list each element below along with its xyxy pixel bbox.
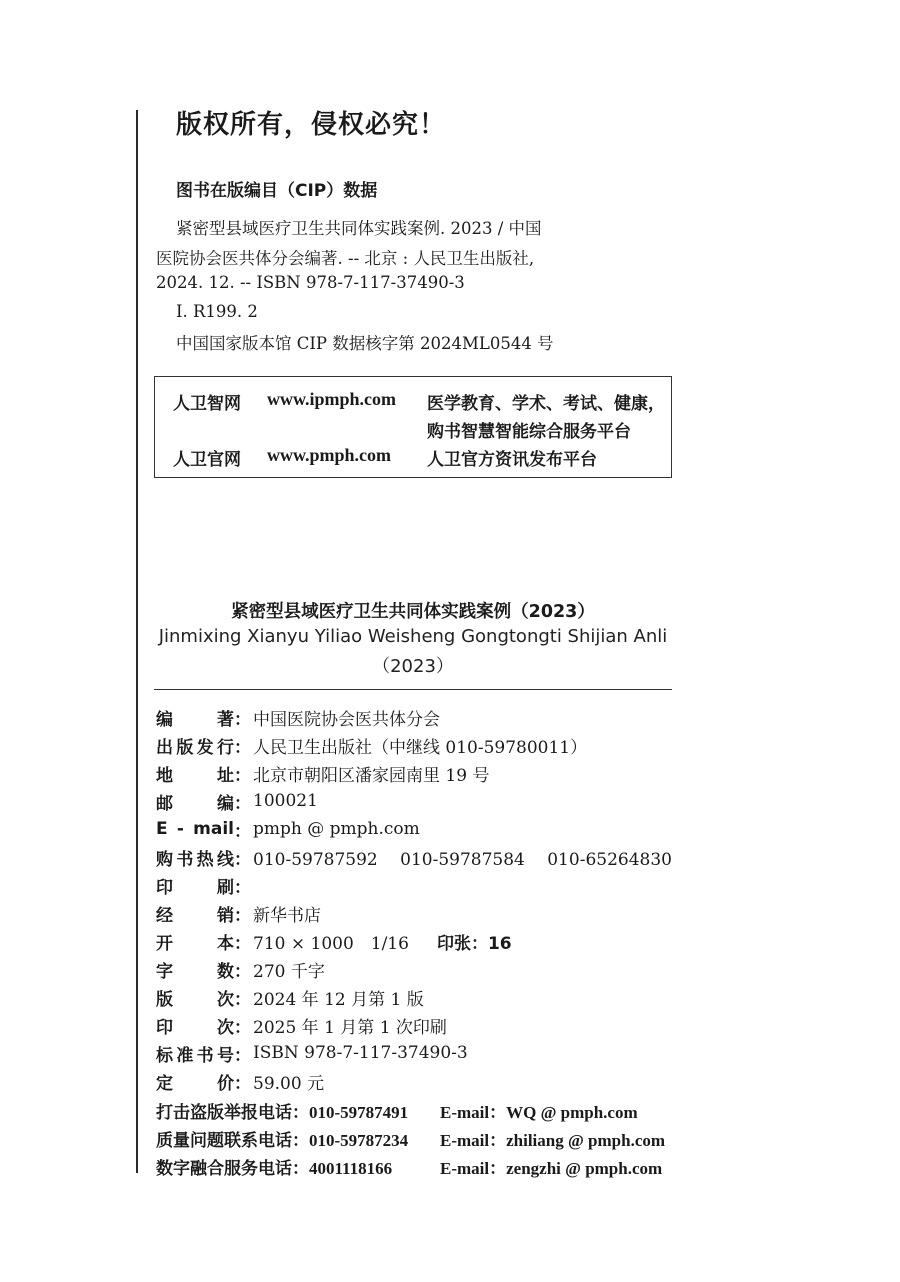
- info-label: 开 本: [156, 933, 234, 954]
- info-label: 经 销: [156, 905, 234, 926]
- info-row-publisher: 出版发行 ： 人民卫生出版社（中继线 010-59780011）: [156, 732, 587, 758]
- info-row-printer: 印 刷 ：: [156, 872, 253, 898]
- info-value[interactable]: pmph @ pmph.com: [253, 819, 420, 839]
- info-value: 2024 年 12 月第 1 版: [253, 989, 424, 1010]
- info-label: 定 价: [156, 1073, 234, 1094]
- book-title-chinese: 紧密型县域医疗卫生共同体实践案例（2023）: [231, 602, 595, 622]
- website-desc: 医学教育、学术、考试、健康，: [427, 394, 665, 414]
- info-extra: 印张：16: [436, 933, 512, 954]
- contact-row-quality: [156, 1126, 666, 1151]
- info-value: 100021: [253, 791, 318, 811]
- info-label: 字 数: [156, 961, 234, 982]
- contact-row-digital: [156, 1154, 663, 1179]
- info-row-distributor: 经 销 ： 新华书店: [156, 900, 321, 926]
- info-value: 人民卫生出版社（中继线 010-59780011）: [253, 737, 588, 758]
- contact-phone: 4001118166: [309, 1159, 393, 1178]
- info-row-email: E - mail ： pmph @ pmph.com: [156, 819, 420, 842]
- info-row-price: 定 价 ： 59.00 元: [156, 1068, 324, 1094]
- website-desc: 购书智慧智能综合服务平台: [427, 422, 631, 442]
- info-row-hotline: 购书热线 ： 010-59787592 010-59787584 010-65264830: [156, 844, 672, 870]
- info-label: 编 著: [156, 709, 234, 730]
- contact-label: 打击盗版举报电话：: [156, 1103, 309, 1123]
- info-value: 59.00 元: [253, 1073, 325, 1094]
- info-value: 710 × 1000 1/16: [253, 933, 409, 954]
- info-label: E - mail: [156, 819, 234, 839]
- info-label: 购书热线: [156, 849, 234, 870]
- info-value: 010-59787592 010-59787584 010-65264830: [253, 849, 672, 870]
- info-row-author: 编 著 ： 中国医院协会医共体分会: [156, 704, 440, 730]
- website-desc: 人卫官方资讯发布平台: [427, 450, 597, 470]
- websites-box: [154, 376, 672, 478]
- info-label: 版 次: [156, 989, 234, 1010]
- info-row-wordcount: 字 数 ： 270 千字: [156, 956, 325, 982]
- cip-line: 紧密型县域医疗卫生共同体实践案例. 2023 / 中国: [176, 219, 542, 238]
- info-value: 新华书店: [253, 905, 321, 926]
- cip-line: 2024. 12. -- ISBN 978-7-117-37490-3: [156, 273, 465, 292]
- book-title-pinyin: Jinmixing Xianyu Yiliao Weisheng Gongtongti Shijian Anli: [158, 626, 668, 647]
- contact-email[interactable]: E-mail：zengzhi @ pmph.com: [440, 1159, 663, 1178]
- cip-line: 医院协会医共体分会编著. -- 北京 : 人民卫生出版社,: [156, 249, 535, 268]
- info-value: 2025 年 1 月第 1 次印刷: [253, 1017, 447, 1038]
- info-label: 印 次: [156, 1017, 234, 1038]
- info-row-isbn: 标准书号 ： ISBN 978-7-117-37490-3: [156, 1040, 468, 1066]
- cip-line: 中国国家版本馆 CIP 数据核字第 2024ML0544 号: [176, 334, 554, 353]
- book-title-year: （2023）: [372, 656, 454, 677]
- info-row-format: 开 本 ： 710 × 1000 1/16 印张：16: [156, 928, 512, 954]
- info-label: 邮 编: [156, 793, 234, 814]
- title-divider: [154, 689, 672, 690]
- cip-heading: 图书在版编目（CIP）数据: [176, 181, 378, 201]
- contact-label: 数字融合服务电话：: [156, 1159, 309, 1179]
- website-name: 人卫官网: [173, 450, 241, 470]
- contact-email[interactable]: E-mail：WQ @ pmph.com: [440, 1103, 638, 1122]
- cip-line: Ⅰ. R199. 2: [176, 302, 258, 321]
- info-row-address: 地 址 ： 北京市朝阳区潘家园南里 19 号: [156, 760, 489, 786]
- info-row-postcode: 邮 编 ： 100021: [156, 788, 318, 814]
- info-value: ISBN 978-7-117-37490-3: [253, 1043, 468, 1063]
- info-label: 地 址: [156, 765, 234, 786]
- contact-label: 质量问题联系电话：: [156, 1131, 309, 1151]
- website-name: 人卫智网: [173, 394, 241, 414]
- contact-phone: 010-59787234: [309, 1131, 409, 1150]
- info-value: 270 千字: [253, 961, 325, 982]
- contact-email[interactable]: E-mail：zhiliang @ pmph.com: [440, 1131, 666, 1150]
- info-value: 北京市朝阳区潘家园南里 19 号: [253, 765, 490, 786]
- website-url[interactable]: www.pmph.com: [267, 445, 392, 465]
- contact-row-piracy: [156, 1098, 638, 1123]
- info-label: 出版发行: [156, 737, 234, 758]
- info-label: 标准书号: [156, 1045, 234, 1066]
- info-row-printing: 印 次 ： 2025 年 1 月第 1 次印刷: [156, 1012, 447, 1038]
- info-label: 印 刷: [156, 877, 234, 898]
- website-url[interactable]: www.ipmph.com: [267, 389, 397, 409]
- info-value: 中国医院协会医共体分会: [253, 709, 440, 730]
- info-row-edition: 版 次 ： 2024 年 12 月第 1 版: [156, 984, 424, 1010]
- copyright-notice: 版权所有，侵权必究！: [176, 110, 447, 140]
- contact-phone: 010-59787491: [309, 1103, 409, 1122]
